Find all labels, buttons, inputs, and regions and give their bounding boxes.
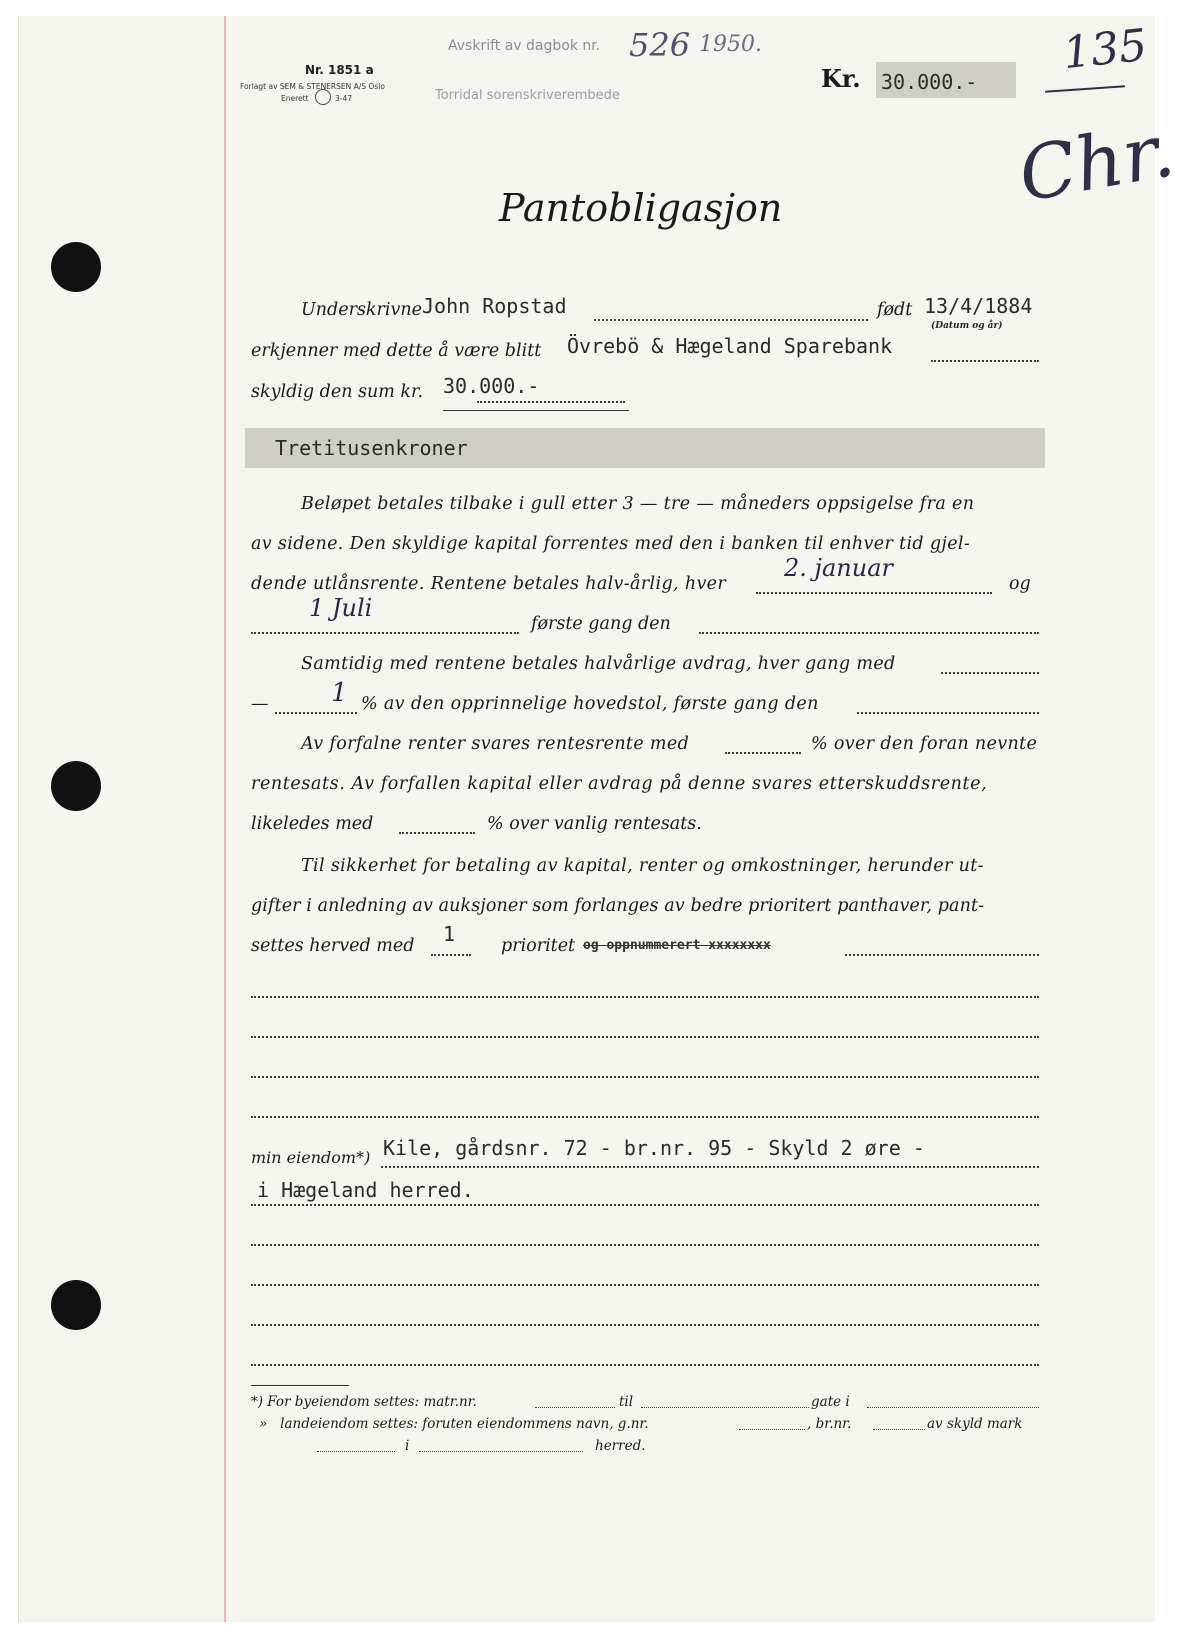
creditor-name: Övrebö & Hægeland Sparebank xyxy=(567,334,893,358)
p3-line3-b: % over vanlig rentesats. xyxy=(487,814,702,834)
p3-line1-a: Av forfalne renter svares rentesrente med xyxy=(301,734,690,754)
undersigned-label: Underskrivne xyxy=(301,300,423,320)
document-page xyxy=(18,16,1180,1622)
corner-handwriting: Chr. xyxy=(1012,107,1180,219)
publisher-date: 3-47 xyxy=(335,94,353,103)
footnote-rule xyxy=(251,1385,349,1386)
blank-line-5 xyxy=(251,1244,1039,1246)
footnote-line3-b: herred. xyxy=(595,1438,646,1454)
publisher-enerett: Enerett xyxy=(281,94,309,103)
footnote-dots-3a xyxy=(317,1451,395,1452)
margin-rule xyxy=(224,16,226,1622)
property-line1: Kile, gårdsnr. 72 - br.nr. 95 - Skyld 2 øre - xyxy=(383,1136,925,1160)
footnote-dots-2b xyxy=(873,1429,925,1430)
publisher-logo xyxy=(315,89,331,105)
footnote-line2-a: » landeiendom settes: foruten eiendommens navn, g.nr. xyxy=(259,1416,649,1432)
property-label: min eiendom*) xyxy=(251,1148,371,1167)
footnote-dots-2a xyxy=(739,1429,805,1430)
p3-line1-b: % over den foran nevnte xyxy=(811,734,1038,754)
p3-line3-a: likeledes med xyxy=(251,814,374,834)
p2-line2-hand: 1 xyxy=(331,678,348,708)
born-label: født xyxy=(877,300,913,320)
p4-line3-dots-b xyxy=(845,954,1039,956)
blank-line-3 xyxy=(251,1076,1039,1078)
undersigned-name: John Ropstad xyxy=(422,294,567,318)
blank-line-8 xyxy=(251,1364,1039,1366)
stamp-year: 1950. xyxy=(699,32,762,57)
stamp-office: Torridal sorenskriverembede xyxy=(435,88,620,103)
p1-line3-a: dende utlånsrente. Rentene betales halv-årlig, hver xyxy=(251,574,727,594)
p4-line3-b: prioritet xyxy=(501,936,576,956)
p2-line2-dots-b xyxy=(857,712,1039,714)
p4-line3-struck: og oppnummerert xxxxxxxx xyxy=(583,938,771,953)
sum-dots xyxy=(477,401,625,403)
blank-line-7 xyxy=(251,1324,1039,1326)
blank-line-1 xyxy=(251,996,1039,998)
p1-line4-dots-a xyxy=(251,632,519,634)
p4-line3-typed: 1 xyxy=(443,922,456,946)
punch-hole-top xyxy=(51,242,101,292)
kr-amount: 30.000.- xyxy=(881,70,978,94)
stamp-prefix: Avskrift av dagbok nr. xyxy=(448,38,601,54)
footnote-line2-b: , br.nr. xyxy=(807,1416,852,1432)
p1-line3-b: og xyxy=(1009,574,1031,594)
p2-line2-a: % av den opprinnelige hovedstol, første gang den xyxy=(361,694,819,714)
p1-line1: Beløpet betales tilbake i gull etter 3 — tre — måneders oppsigelse fra en xyxy=(301,494,975,514)
p3-line3-dots xyxy=(399,832,475,834)
punch-hole-bottom xyxy=(51,1280,101,1330)
owing-label: skyldig den sum kr. xyxy=(251,382,424,402)
p1-line4-dots-b xyxy=(699,632,1039,634)
p2-line1: Samtidig med rentene betales halvårlige avdrag, hver gang med xyxy=(301,654,896,674)
p1-line3-hand: 2. januar xyxy=(784,554,893,582)
property-dots-1 xyxy=(381,1166,1039,1168)
footnote-line3-a: i xyxy=(405,1438,410,1454)
property-line2: i Hægeland herred. xyxy=(257,1178,474,1202)
footnote-dots-3b xyxy=(419,1451,583,1452)
p4-line2: gifter i anledning av auksjoner som forlanges av bedre prioritert panthaver, pant- xyxy=(251,896,985,916)
property-dots-2 xyxy=(251,1204,1039,1206)
p1-line4-a: første gang den xyxy=(531,614,671,634)
born-date: 13/4/1884 xyxy=(924,294,1033,318)
acknowledges-label: erkjenner med dette å være blitt xyxy=(251,341,542,361)
publisher-line: Forlagt av SEM & STENERSEN A/S Oslo xyxy=(240,82,385,91)
blank-line-2 xyxy=(251,1036,1039,1038)
p3-line2: rentesats. Av forfallen kapital eller avdrag på denne svares etterskuddsrente, xyxy=(251,774,988,794)
form-number: Nr. 1851 a xyxy=(305,63,374,77)
born-hint: (Datum og år) xyxy=(931,321,1003,331)
sum-underline xyxy=(443,410,629,411)
p3-line1-dots xyxy=(725,752,801,754)
p1-line4-hand: 1 Juli xyxy=(309,594,373,622)
p2-line2-prefix: — xyxy=(251,694,269,714)
footnote-line1-a: *) For byeiendom settes: matr.nr. xyxy=(251,1394,477,1410)
page-number-underline xyxy=(1045,85,1125,93)
p1-line3-dots xyxy=(756,592,992,594)
sum-value: 30.000.- xyxy=(443,374,540,398)
stamp-number: 526 xyxy=(629,26,691,64)
p1-line2: av sidene. Den skyldige kapital forrentes med den i banken til enhver tid gjel- xyxy=(251,534,971,554)
page-number: 135 xyxy=(1060,19,1150,80)
blank-line-6 xyxy=(251,1284,1039,1286)
page-title: Pantobligasjon xyxy=(499,186,783,230)
p4-line3-a: settes herved med xyxy=(251,936,415,956)
undersigned-dots xyxy=(594,319,868,321)
p4-line1: Til sikkerhet for betaling av kapital, renter og omkostninger, herunder ut- xyxy=(301,856,984,876)
sum-words: Tretitusenkroner xyxy=(275,436,468,460)
footnote-dots-1a xyxy=(535,1407,615,1408)
footnote-dots-1c xyxy=(867,1407,1039,1408)
p4-line3-dots-a xyxy=(431,954,471,956)
footnote-line2-c: av skyld mark xyxy=(927,1416,1023,1432)
punch-hole-middle xyxy=(51,761,101,811)
p2-line1-dots xyxy=(941,672,1039,674)
footnote-line1-c: gate i xyxy=(811,1394,850,1410)
footnote-dots-1b xyxy=(641,1407,809,1408)
p2-line2-dots-a xyxy=(275,712,357,714)
blank-line-4 xyxy=(251,1116,1039,1118)
footnote-line1-b: til xyxy=(619,1394,634,1410)
creditor-dots xyxy=(931,360,1039,362)
kr-label: Kr. xyxy=(821,64,861,93)
